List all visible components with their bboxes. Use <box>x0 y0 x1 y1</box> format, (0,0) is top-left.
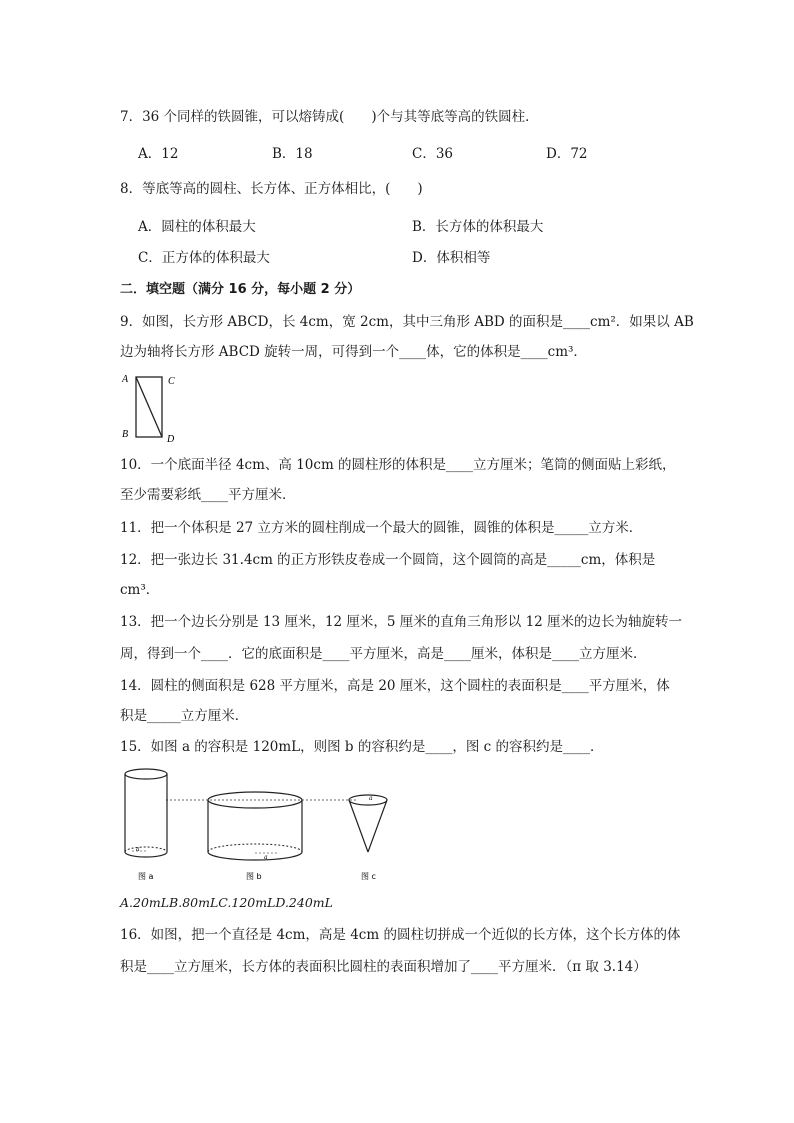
label-c: C <box>168 376 175 387</box>
q14-line2: 积是_____立方厘米． <box>120 708 249 724</box>
label-d: D <box>167 434 175 445</box>
cylinder-a-radius-label: a <box>136 846 140 853</box>
section-title-fill-in: 二．填空题（满分 16 分，每小题 2 分） <box>120 282 361 297</box>
q12-line1: 12．把一张边长 31.4cm 的正方形铁皮卷成一个圆筒，这个圆筒的高是_____cm，体积是 <box>120 552 656 568</box>
q14-line1: 14．圆柱的侧面积是 628 平方厘米，高是 20 厘米，这个圆柱的表面积是____平方厘米，体 <box>120 678 670 694</box>
q7-option-c: C．36 <box>412 146 454 162</box>
label-a: A <box>122 374 129 385</box>
q9-line2: 边为轴将长方形 ABCD 旋转一周，可得到一个____体，它的体积是____cm³． <box>120 344 587 360</box>
q8-option-c: C．正方体的体积最大 <box>138 250 270 266</box>
cylinder-b <box>208 792 302 861</box>
q7-option-b: B．18 <box>272 146 313 162</box>
q7-option-d: D．72 <box>546 146 588 162</box>
q13-line2: 周，得到一个____．它的底面积是____平方厘米，高是____厘米，体积是____立方厘米． <box>120 646 647 662</box>
rectangle-abcd-figure <box>118 370 188 446</box>
q11-line1: 11．把一个体积是 27 立方米的圆柱削成一个最大的圆锥，圆锥的体积是_____立方米． <box>120 520 643 536</box>
q15-line1: 15．如图 a 的容积是 120mL，则图 b 的容积约是____，图 c 的容积约是____． <box>120 739 604 755</box>
cylinder-b-radius-label: a <box>264 854 268 861</box>
cone-c-radius-label: a <box>369 795 373 802</box>
q13-line1: 13．把一个边长分别是 13 厘米，12 厘米，5 厘米的直角三角形以 12 厘米的边长为轴旋转一 <box>120 614 683 630</box>
q8-option-a: A．圆柱的体积最大 <box>138 219 256 235</box>
q8-option-d: D．体积相等 <box>412 250 491 266</box>
q12-line2: cm³． <box>120 582 160 598</box>
diagonal-ad <box>136 377 162 437</box>
q8-option-b: B．长方体的体积最大 <box>412 219 544 235</box>
caption-figure-a: 图 a <box>138 872 154 881</box>
q10-line1: 10．一个底面半径 4cm、高 10cm 的圆柱形的体积是____立方厘米；笔筒的侧面贴上彩纸， <box>120 457 676 473</box>
q16-line2: 积是____立方厘米，长方体的表面积比圆柱的表面积增加了____平方厘米．（π 取 3.14） <box>120 959 647 975</box>
q10-line2: 至少需要彩纸____平方厘米． <box>120 487 296 503</box>
q15-options: A.20mLB.80mLC.120mLD.240mL <box>120 895 333 910</box>
caption-figure-b: 图 b <box>246 872 262 881</box>
cylinder-a <box>125 769 167 857</box>
q7-option-a: A．12 <box>138 146 179 162</box>
q9-line1: 9．如图，长方形 ABCD，长 4cm，宽 2cm，其中三角形 ABD 的面积是____cm²．如果以 AB <box>120 314 694 330</box>
cone-c <box>349 795 387 852</box>
q7-stem: 7．36 个同样的铁圆锥，可以熔铸成( )个与其等底等高的铁圆柱． <box>120 109 539 125</box>
q16-line1: 16．如图，把一个直径是 4cm，高是 4cm 的圆柱切拼成一个近似的长方体，这个长方体的体 <box>120 927 681 943</box>
q8-stem: 8．等底等高的圆柱、长方体、正方体相比，( ) <box>120 181 423 197</box>
label-b: B <box>122 429 129 440</box>
caption-figure-c: 图 c <box>361 872 376 881</box>
containers-figure <box>118 764 398 888</box>
